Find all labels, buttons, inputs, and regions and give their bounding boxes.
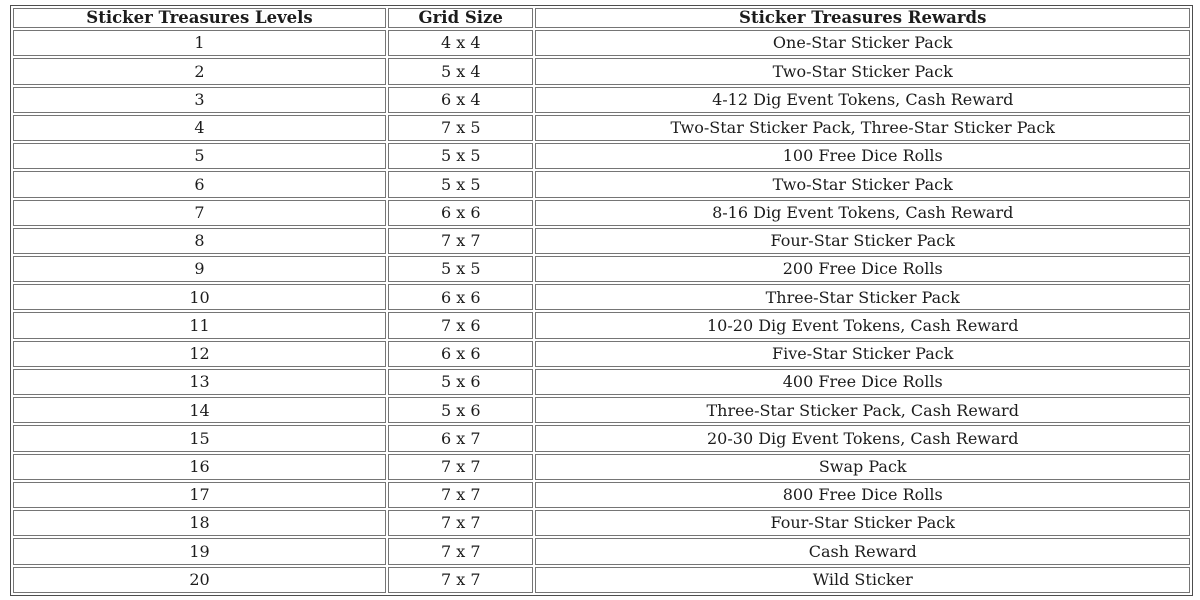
cell-level: 9	[13, 256, 386, 282]
cell-level: 11	[13, 312, 386, 338]
table-row	[13, 256, 1190, 282]
cell-grid-size: 7 x 7	[388, 454, 533, 480]
cell-reward: Two-Star Sticker Pack, Three-Star Sticker Pack	[535, 115, 1190, 141]
cell-reward: Two-Star Sticker Pack	[535, 171, 1190, 197]
cell-level: 13	[13, 369, 386, 395]
cell-grid-size: 6 x 6	[388, 341, 533, 367]
table-row	[13, 228, 1190, 254]
cell-grid-size: 5 x 6	[388, 369, 533, 395]
cell-level: 19	[13, 538, 386, 564]
table-row	[13, 425, 1190, 451]
cell-level: 1	[13, 30, 386, 56]
cell-level: 4	[13, 115, 386, 141]
cell-reward: 400 Free Dice Rolls	[535, 369, 1190, 395]
table-header	[13, 8, 1190, 28]
cell-reward: Four-Star Sticker Pack	[535, 228, 1190, 254]
cell-grid-size: 7 x 5	[388, 115, 533, 141]
cell-reward: Wild Sticker	[535, 567, 1190, 593]
cell-reward: 100 Free Dice Rolls	[535, 143, 1190, 169]
cell-reward: One-Star Sticker Pack	[535, 30, 1190, 56]
cell-grid-size: 5 x 5	[388, 256, 533, 282]
table-row	[13, 397, 1190, 423]
cell-grid-size: 7 x 6	[388, 312, 533, 338]
table-row	[13, 87, 1190, 113]
table-row	[13, 312, 1190, 338]
table-body	[13, 30, 1190, 593]
cell-level: 18	[13, 510, 386, 536]
cell-level: 6	[13, 171, 386, 197]
table-row	[13, 341, 1190, 367]
table-row	[13, 482, 1190, 508]
cell-level: 5	[13, 143, 386, 169]
cell-grid-size: 6 x 7	[388, 425, 533, 451]
cell-level: 10	[13, 284, 386, 310]
cell-grid-size: 5 x 4	[388, 58, 533, 84]
table-row	[13, 115, 1190, 141]
table-row	[13, 284, 1190, 310]
cell-grid-size: 6 x 6	[388, 284, 533, 310]
sticker-treasures-table	[10, 5, 1193, 596]
cell-reward: 10-20 Dig Event Tokens, Cash Reward	[535, 312, 1190, 338]
cell-grid-size: 5 x 6	[388, 397, 533, 423]
cell-level: 7	[13, 200, 386, 226]
cell-level: 3	[13, 87, 386, 113]
cell-reward: Cash Reward	[535, 538, 1190, 564]
cell-grid-size: 7 x 7	[388, 228, 533, 254]
cell-reward: Four-Star Sticker Pack	[535, 510, 1190, 536]
table-row	[13, 538, 1190, 564]
cell-reward: 20-30 Dig Event Tokens, Cash Reward	[535, 425, 1190, 451]
cell-reward: Five-Star Sticker Pack	[535, 341, 1190, 367]
table-row	[13, 510, 1190, 536]
cell-grid-size: 7 x 7	[388, 510, 533, 536]
cell-reward: Two-Star Sticker Pack	[535, 58, 1190, 84]
cell-reward: Three-Star Sticker Pack, Cash Reward	[535, 397, 1190, 423]
cell-level: 16	[13, 454, 386, 480]
cell-grid-size: 7 x 7	[388, 538, 533, 564]
cell-level: 12	[13, 341, 386, 367]
cell-level: 2	[13, 58, 386, 84]
table-row	[13, 143, 1190, 169]
cell-level: 17	[13, 482, 386, 508]
cell-level: 14	[13, 397, 386, 423]
column-header-rewards: Sticker Treasures Rewards	[535, 8, 1190, 28]
table-row	[13, 200, 1190, 226]
column-header-grid-size: Grid Size	[388, 8, 533, 28]
cell-reward: 800 Free Dice Rolls	[535, 482, 1190, 508]
cell-reward: Three-Star Sticker Pack	[535, 284, 1190, 310]
cell-reward: 4-12 Dig Event Tokens, Cash Reward	[535, 87, 1190, 113]
cell-grid-size: 6 x 6	[388, 200, 533, 226]
rewards-table-container	[10, 5, 1193, 596]
table-row	[13, 30, 1190, 56]
table-row	[13, 369, 1190, 395]
cell-reward: 200 Free Dice Rolls	[535, 256, 1190, 282]
cell-grid-size: 6 x 4	[388, 87, 533, 113]
table-row	[13, 58, 1190, 84]
cell-level: 20	[13, 567, 386, 593]
column-header-levels: Sticker Treasures Levels	[13, 8, 386, 28]
table-row	[13, 454, 1190, 480]
table-row	[13, 171, 1190, 197]
cell-grid-size: 4 x 4	[388, 30, 533, 56]
cell-reward: Swap Pack	[535, 454, 1190, 480]
cell-grid-size: 7 x 7	[388, 482, 533, 508]
cell-grid-size: 5 x 5	[388, 171, 533, 197]
header-row	[13, 8, 1190, 28]
cell-grid-size: 5 x 5	[388, 143, 533, 169]
table-row	[13, 567, 1190, 593]
cell-grid-size: 7 x 7	[388, 567, 533, 593]
cell-level: 15	[13, 425, 386, 451]
cell-reward: 8-16 Dig Event Tokens, Cash Reward	[535, 200, 1190, 226]
cell-level: 8	[13, 228, 386, 254]
